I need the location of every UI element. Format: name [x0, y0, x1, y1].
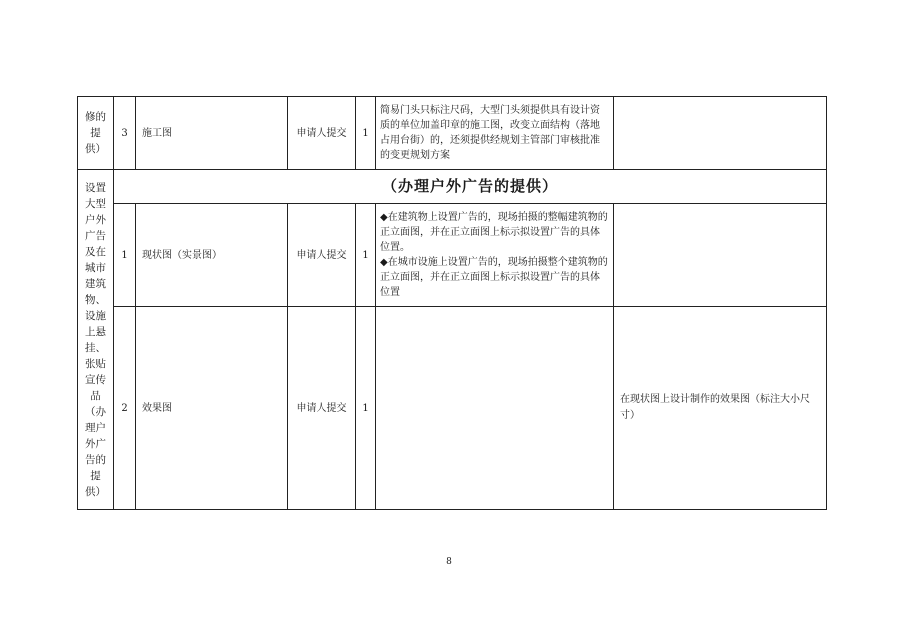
source-cell: [288, 97, 356, 170]
table-row: [78, 307, 827, 510]
table-row: [78, 204, 827, 307]
page-number: 8: [446, 557, 452, 567]
note-cell: 在现状图上设计制作的效果图（标注大小尺寸）: [614, 307, 827, 510]
table-row: [78, 97, 827, 170]
note-cell: [614, 97, 827, 170]
source-text: 申请人提交: [296, 127, 347, 139]
requirement-item: ◆在建筑物上设置广告的，现场拍摄的整幅建筑物的正立面图，并在正立面图上标示拟设置广告的具体位置。: [380, 212, 608, 253]
category-text: 修的提供）: [85, 111, 106, 155]
source-cell: [288, 307, 356, 510]
category-cell: [78, 170, 114, 510]
requirement-cell: 简易门头只标注尺码，大型门头须提供具有设计资质的单位加盖印章的施工图，改变立面结构（落地占用台街）的，还须提供经规划主管部门审核批准的变更规划方案: [376, 97, 614, 170]
copies-cell: 1: [356, 97, 376, 170]
requirement-cell: [376, 204, 614, 307]
category-cell: [78, 97, 114, 170]
section-heading: （办理户外广告的提供）: [114, 170, 827, 204]
material-name-cell: 效果图: [136, 307, 288, 510]
note-cell: [614, 204, 827, 307]
requirement-item: ◆在城市设施上设置广告的，现场拍摄整个建筑物的正立面图，并在正立面图上标示拟设置广告的具体位置: [380, 257, 608, 298]
requirement-cell: [376, 307, 614, 510]
source-cell: [288, 204, 356, 307]
materials-table: [77, 96, 827, 510]
source-text: 申请人提交: [296, 249, 347, 261]
copies-cell: 1: [356, 204, 376, 307]
index-cell: 1: [114, 204, 136, 307]
material-name-cell: 施工图: [136, 97, 288, 170]
index-cell: 2: [114, 307, 136, 510]
source-text: 申请人提交: [296, 402, 347, 414]
category-text: 设置大型户外广告及在城市建筑物、设施上悬挂、张贴宣传品（办理户外广告的提供）: [85, 181, 106, 498]
material-name-cell: 现状图（实景图）: [136, 204, 288, 307]
copies-cell: 1: [356, 307, 376, 510]
table-row: [78, 170, 827, 204]
index-cell: 3: [114, 97, 136, 170]
